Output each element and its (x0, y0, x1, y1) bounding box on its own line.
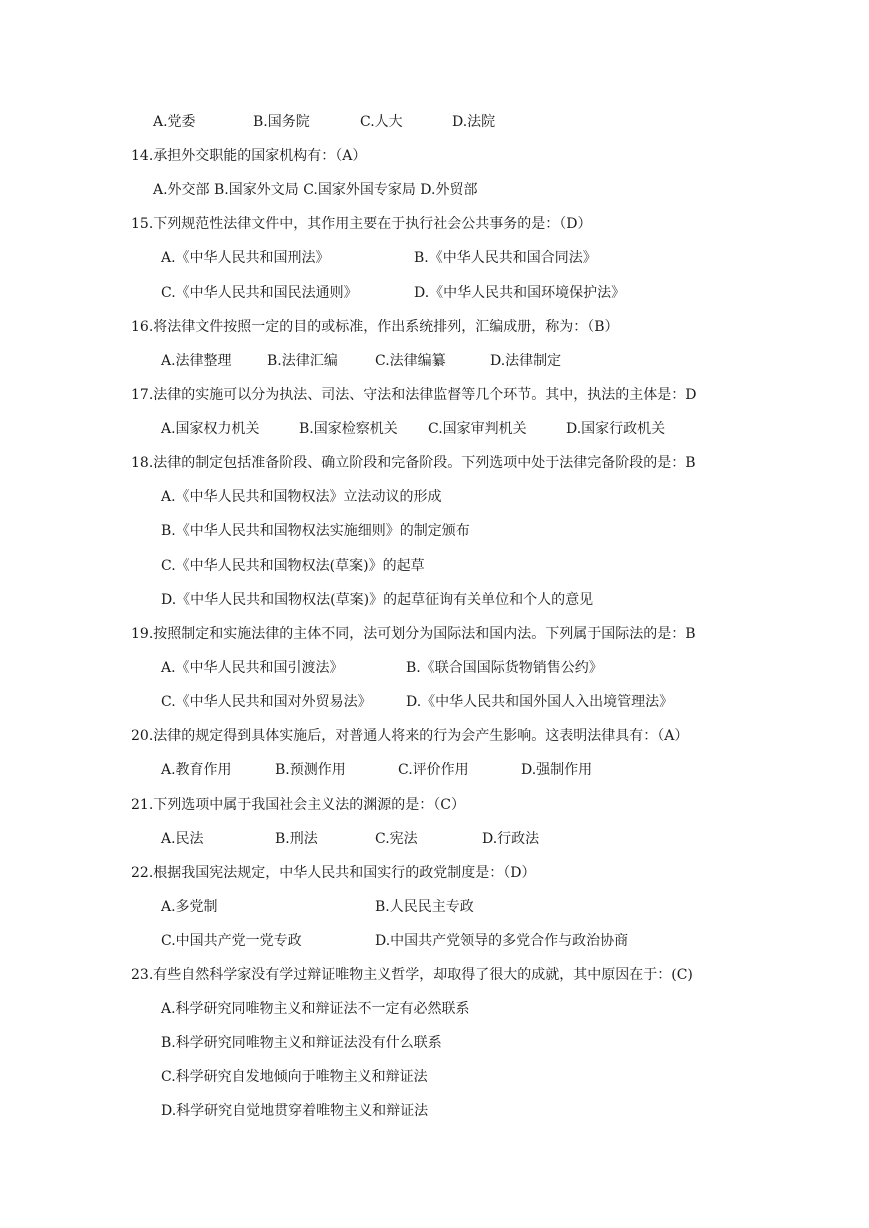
question-16: 16.将法律文件按照一定的目的或标准，作出系统排列，汇编成册，称为：（B） (131, 319, 619, 335)
option-b: B.《中华人民共和国合同法》 (414, 250, 597, 266)
option-d: D.《中华人民共和国外国人入出境管理法》 (406, 694, 674, 710)
option-b: B.国家检察机关 (299, 421, 398, 437)
option-a: A.教育作用 (161, 762, 232, 778)
option-b: B.《中华人民共和国物权法实施细则》的制定颁布 (161, 523, 470, 539)
option-b: B.科学研究同唯物主义和辩证法没有什么联系 (161, 1035, 442, 1051)
option-d: D.强制作用 (521, 762, 593, 778)
option-d: D.中国共产党领导的多党合作与政治协商 (375, 933, 629, 949)
option-b: B.国务院 (253, 114, 310, 130)
question-14-options: A.外交部 B.国家外文局 C.国家外国专家局 D.外贸部 (153, 182, 478, 198)
question-18: 18.法律的制定包括准备阶段、确立阶段和完备阶段。下列选项中处于法律完备阶段的是：B (131, 455, 696, 471)
option-d: D.《中华人民共和国物权法(草案)》的起草征询有关单位和个人的意见 (161, 592, 594, 608)
option-d: D.法院 (452, 114, 496, 130)
option-c: C.中国共产党一党专政 (161, 933, 302, 949)
option-a: A.《中华人民共和国刑法》 (161, 250, 330, 266)
question-20: 20.法律的规定得到具体实施后，对普通人将来的行为会产生影响。这表明法律具有：（A） (131, 728, 689, 744)
option-c: C.《中华人民共和国对外贸易法》 (161, 694, 372, 710)
question-15: 15.下列规范性法律文件中，其作用主要在于执行社会公共事务的是：（D） (131, 216, 592, 232)
option-c: C.宪法 (375, 831, 418, 847)
option-d: D.科学研究自觉地贯穿着唯物主义和辩证法 (161, 1103, 429, 1119)
option-a: A.《中华人民共和国引渡法》 (161, 660, 344, 676)
option-b: B.预测作用 (275, 762, 346, 778)
option-a: A.法律整理 (161, 353, 232, 369)
option-a: A.民法 (161, 831, 204, 847)
option-d: D.《中华人民共和国环境保护法》 (414, 285, 626, 301)
option-b: B.人民民主专政 (375, 899, 474, 915)
question-17: 17.法律的实施可以分为执法、司法、守法和法律监督等几个环节。其中，执法的主体是：D (131, 387, 697, 403)
option-d: D.国家行政机关 (566, 421, 666, 437)
option-c: C.评价作用 (398, 762, 469, 778)
option-d: D.法律制定 (490, 353, 562, 369)
option-c: C.科学研究自发地倾向于唯物主义和辩证法 (161, 1069, 428, 1085)
option-b: B.刑法 (275, 831, 318, 847)
question-21: 21.下列选项中属于我国社会主义法的渊源的是：（C） (131, 797, 465, 813)
question-23: 23.有些自然科学家没有学过辩证唯物主义哲学，却取得了很大的成就，其中原因在于：(C) (131, 967, 693, 983)
option-c: C.法律编纂 (375, 353, 446, 369)
question-14: 14.承担外交职能的国家机构有：（A） (131, 148, 367, 164)
question-22: 22.根据我国宪法规定，中华人民共和国实行的政党制度是：（D） (131, 865, 536, 881)
option-d: D.行政法 (482, 831, 540, 847)
option-a: A.党委 (153, 114, 196, 130)
option-c: C.国家审判机关 (428, 421, 527, 437)
option-a: A.科学研究同唯物主义和辩证法不一定有必然联系 (161, 1001, 470, 1017)
option-b: B.《联合国国际货物销售公约》 (406, 660, 603, 676)
option-a: A.国家权力机关 (161, 421, 260, 437)
option-c: C.《中华人民共和国物权法(草案)》的起草 (161, 558, 425, 574)
option-a: A.《中华人民共和国物权法》立法动议的形成 (161, 489, 442, 505)
question-19: 19.按照制定和实施法律的主体不同，法可划分为国际法和国内法。下列属于国际法的是：B (131, 626, 696, 642)
option-a: A.多党制 (161, 899, 218, 915)
option-b: B.法律汇编 (267, 353, 338, 369)
option-c: C.《中华人民共和国民法通则》 (161, 285, 358, 301)
option-c: C.人大 (360, 114, 403, 130)
